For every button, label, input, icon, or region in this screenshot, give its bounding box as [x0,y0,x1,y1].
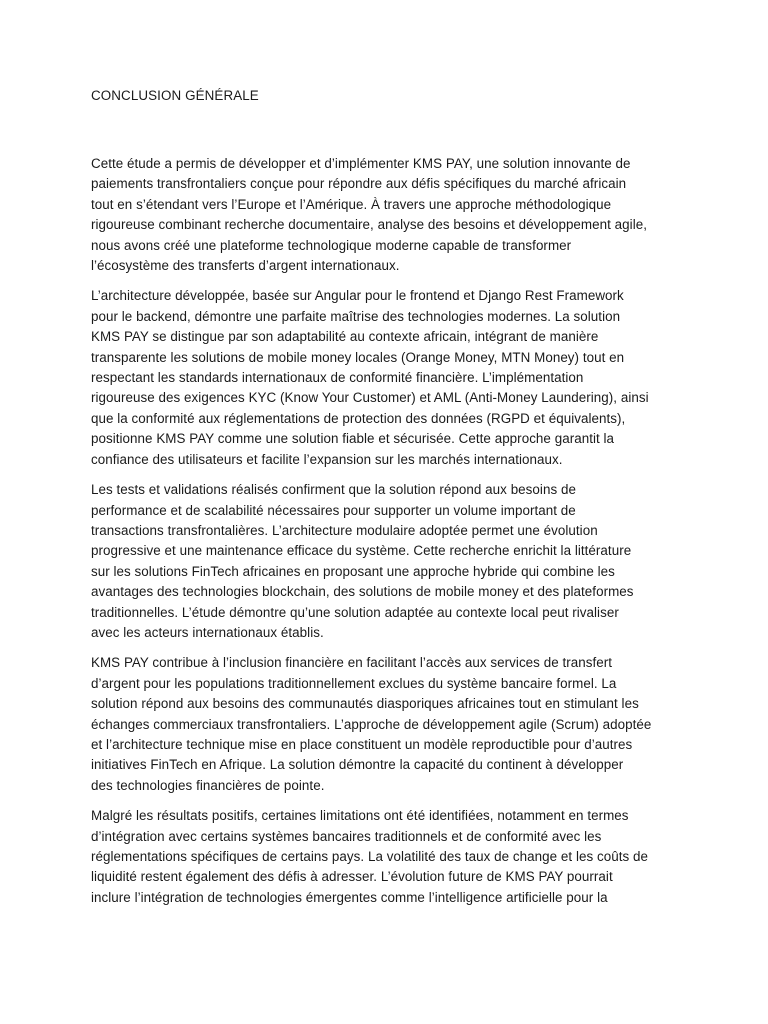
text-line: KMS PAY se distingue par son adaptabilité au contexte africain, intégrant de manière [91,329,599,345]
text-line: Les tests et validations réalisés confirment que la solution répond aux besoins de [91,482,576,498]
text-line: performance et de scalabilité nécessaires pour supporter un volume important de [91,502,576,518]
document-title: CONCLUSION GÉNÉRALE [91,88,259,103]
text-line: l’écosystème des transferts d’argent internationaux. [91,258,400,274]
text-line: Malgré les résultats positifs, certaines limitations ont été identifiées, notamment en termes [91,808,629,824]
text-line: respectant les standards internationaux de conformité financière. L’implémentation [91,370,584,386]
text-line: positionne KMS PAY comme une solution fiable et sécurisée. Cette approche garantit la [91,431,615,447]
text-line: KMS PAY contribue à l’inclusion financière en facilitant l’accès aux services de transfert [91,655,613,671]
text-line: nous avons créé une plateforme technologique moderne capable de transformer [91,237,572,253]
text-line: rigoureuse combinant recherche documentaire, analyse des besoins et développement agile, [91,217,647,233]
text-line: que la conformité aux réglementations de protection des données (RGPD et équivalents), [91,410,626,426]
text-line: transparente les solutions de mobile money locales (Orange Money, MTN Money) tout en [91,349,625,365]
text-line: pour le backend, démontre une parfaite maîtrise des technologies modernes. La solution [91,308,621,324]
text-line: d’intégration avec certains systèmes bancaires traditionnels et de conformité avec les [91,828,602,844]
text-line: traditionnelles. L’étude démontre qu’une solution adaptée au contexte local peut rivaliser [91,604,619,620]
text-line: solution répond aux besoins des communautés diasporiques africaines tout en stimulant les [91,696,639,712]
text-line: L’architecture développée, basée sur Angular pour le frontend et Django Rest Framework [91,288,624,304]
document-page [91,86,681,918]
paragraph-2 [91,286,681,470]
paragraph-5 [91,806,681,908]
paragraph-4 [91,653,681,796]
text-line: progressive et une maintenance efficace du système. Cette recherche enrichit la littérature [91,543,632,559]
text-line: initiatives FinTech en Afrique. La solution démontre la capacité du continent à développer [91,757,624,773]
text-line: sur les solutions FinTech africaines en proposant une approche hybride qui combine les [91,563,615,579]
paragraph-3 [91,480,681,643]
text-line: réglementations spécifiques de certains pays. La volatilité des taux de change et les coûts de [91,849,649,864]
text-line: échanges commerciaux transfrontaliers. L’approche de développement agile (Scrum) adoptée [91,716,652,732]
text-line: des technologies financières de pointe. [91,777,325,793]
text-line: rigoureuse des exigences KYC (Know Your Customer) et AML (Anti-Money Laundering), ainsi [91,390,649,406]
text-line: tout en s’étendant vers l’Europe et l’Amérique. À travers une approche méthodologique [91,196,612,212]
text-line: Cette étude a permis de développer et d’implémenter KMS PAY, une solution innovante de [91,156,631,171]
text-line: confiance des utilisateurs et facilite l’expansion sur les marchés internationaux. [91,451,563,467]
text-line: et l’architecture technique mise en place constituent un modèle reproductible pour d’autres [91,736,633,752]
text-line: avantages des technologies blockchain, des solutions de mobile money et des plateformes [91,584,634,600]
text-line: paiements transfrontaliers conçue pour répondre aux défis spécifiques du marché africain [91,176,627,192]
text-line: inclure l’intégration de technologies émergentes comme l’intelligence artificielle pour la [91,889,608,905]
text-line: avec les acteurs internationaux établis. [91,624,324,640]
text-line: transactions transfrontalières. L’architecture modulaire adoptée permet une évolution [91,522,598,538]
text-line: d’argent pour les populations traditionnellement exclues du système bancaire formel. La [91,675,617,691]
text-line: liquidité restent également des défis à adresser. L’évolution future de KMS PAY pourrait [91,869,613,885]
paragraph-1 [91,154,681,276]
